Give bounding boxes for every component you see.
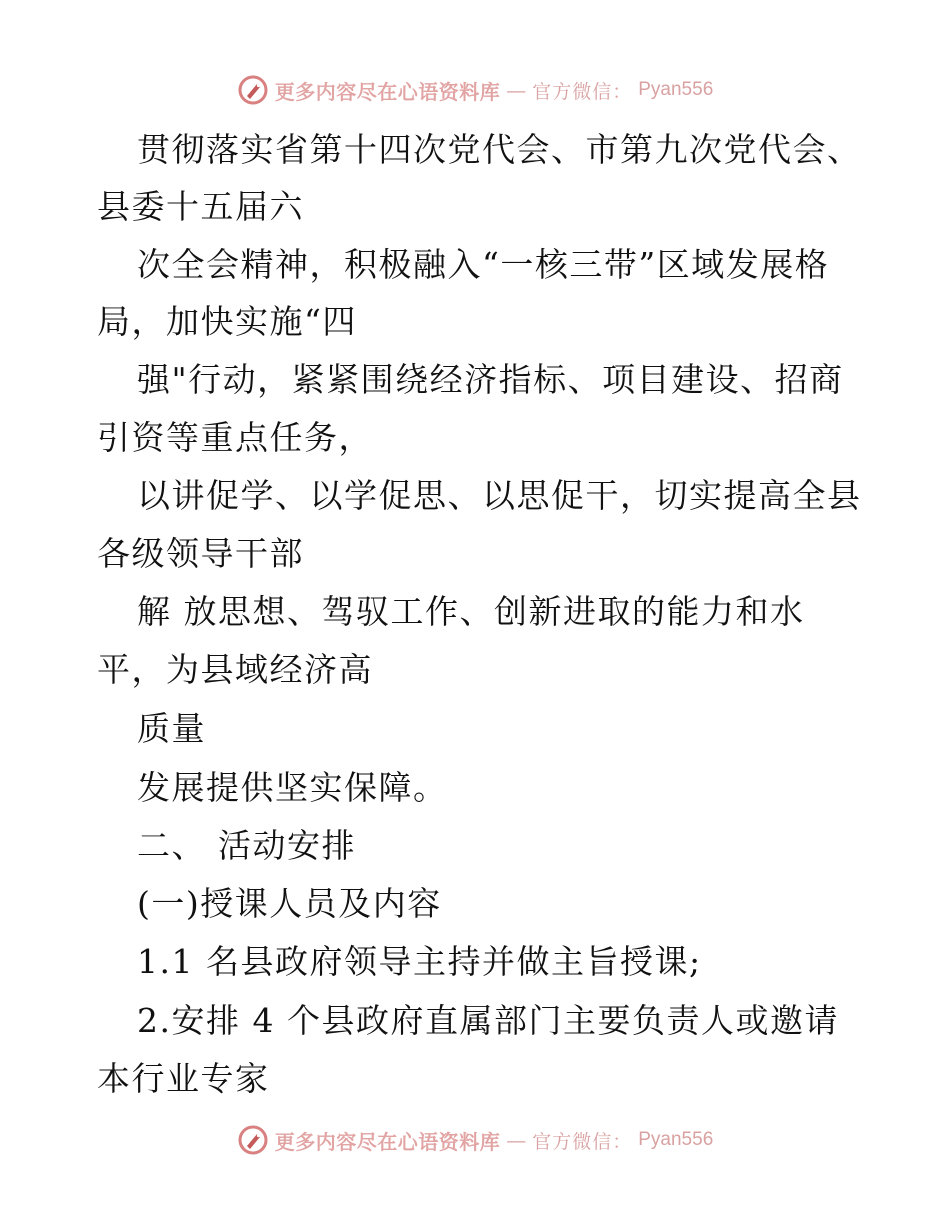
body-line: 解 放思想、驾驭工作、创新进取的能力和水 [137,592,805,631]
body-line: 贯彻落实省第十四次党代会、市第九次党代会、 [137,130,862,169]
body-line: 各级领导干部 [97,534,304,573]
pen-nib-circle-icon [237,74,269,106]
footer-watermark [0,1120,950,1160]
body-line: 以讲促学、以学促思、以思促干，切实提高全县 [137,476,862,515]
body-line: 2.安排 4 个县政府直属部门主要负责人或邀请 [137,1001,839,1040]
body-line: 县委十五届六 [97,187,304,226]
body-line: 质量 [137,709,206,748]
watermark-wechat-id: Pyan556 [638,1129,714,1150]
pen-nib-circle-icon [237,1124,269,1156]
body-line: 平，为县域经济高 [97,650,373,689]
watermark-brand-text: 更多内容尽在心语资料库 [274,1129,501,1154]
subsection-heading: (一)授课人员及内容 [137,884,442,923]
body-line: 强"行动，紧紧围绕经济指标、项目建设、招商 [137,360,844,399]
body-line: 1.1 名县政府领导主持并做主旨授课; [137,942,702,981]
watermark-dash: — [506,1128,527,1152]
watermark-dash: — [506,78,527,102]
section-heading: 二、 活动安排 [137,826,356,865]
header-watermark [0,70,950,110]
watermark-official-label: 官方微信： [532,1130,633,1153]
body-line: 引资等重点任务， [97,418,373,457]
watermark-wechat-id: Pyan556 [638,79,714,100]
body-line: 发展提供坚实保障。 [137,768,448,807]
watermark-official-label: 官方微信： [532,80,633,103]
body-line: 本行业专家 [97,1059,270,1098]
body-line: 次全会精神，积极融入“一核三带”区域发展格 [137,245,830,284]
watermark-brand-text: 更多内容尽在心语资料库 [274,79,501,104]
body-line: 局，加快实施“四 [97,302,357,341]
